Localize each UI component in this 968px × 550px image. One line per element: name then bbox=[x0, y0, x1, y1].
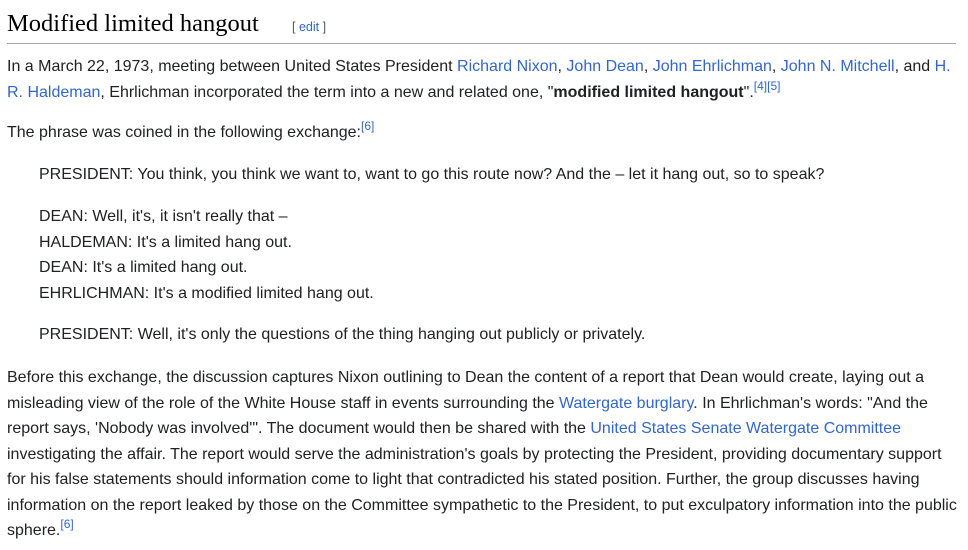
reference bbox=[754, 79, 781, 93]
text: , bbox=[771, 58, 781, 75]
intro-paragraph bbox=[7, 54, 957, 105]
quote-line: HALDEMAN: It's a limited hang out. bbox=[39, 233, 292, 251]
edit-section-link[interactable]: edit bbox=[298, 20, 320, 34]
link-senate-watergate-committee[interactable]: United States Senate Watergate Committee bbox=[590, 420, 902, 437]
edit-bracket-close: ] bbox=[319, 20, 327, 34]
text: ". bbox=[743, 83, 754, 101]
bold-term: modified limited hangout bbox=[553, 83, 744, 101]
link-john-ehrlichman[interactable]: John Ehrlichman bbox=[652, 58, 772, 75]
link-john-n-mitchell[interactable]: John N. Mitchell bbox=[780, 58, 895, 75]
edit-bracket-open: [ bbox=[292, 20, 299, 34]
text: investigating the affair. The report would serve the administration's goals by protecting the President, providing documentary support for his false statements should information come to light that contradicted his stated position. Further, the group discusses having information on the report leaked by those on the Committee sympathetic to the President, to put exculpatory information into the public sphere. bbox=[7, 445, 957, 539]
blockquote bbox=[39, 204, 939, 306]
reference-link-4[interactable]: [4] bbox=[753, 78, 768, 93]
reference bbox=[361, 119, 374, 133]
context-paragraph bbox=[7, 365, 957, 544]
reference bbox=[60, 517, 73, 531]
blockquote bbox=[39, 162, 939, 188]
link-text: R. Haldeman bbox=[7, 83, 101, 101]
reference-link-5[interactable]: [5] bbox=[767, 78, 781, 93]
link-richard-nixon[interactable]: Richard Nixon bbox=[457, 58, 558, 75]
section-heading-row bbox=[7, 6, 956, 44]
reference-link-6[interactable]: [6] bbox=[361, 119, 375, 133]
section-heading: Modified limited hangout bbox=[7, 10, 259, 37]
quote-line: DEAN: Well, it's, it isn't really that – bbox=[39, 208, 288, 225]
edit-section-link-wrapper bbox=[292, 20, 326, 34]
exchange-intro-paragraph bbox=[7, 120, 957, 146]
quote-line: PRESIDENT: You think, you think we want to, want to go this route now? And the – let it hang out, so to speak? bbox=[39, 166, 825, 183]
text: . In Ehrlichman's words: "And the report says, 'Nobody was involved'". The document would then be shared with the bbox=[7, 394, 928, 437]
text: , bbox=[643, 58, 653, 75]
text: , and bbox=[894, 58, 935, 75]
link-text: H. bbox=[934, 58, 951, 75]
quote-line: DEAN: It's a limited hang out. bbox=[39, 259, 248, 276]
text: , Ehrlichman incorporated the term into a new and related one, " bbox=[100, 83, 554, 101]
text: , bbox=[557, 58, 567, 75]
quote-line: EHRLICHMAN: It's a modified limited hang out. bbox=[39, 284, 374, 302]
text: Before this exchange, the discussion captures Nixon outlining to Dean the content of a report that Dean would create, laying out a misleading view of the role of the White House staff in events surrounding the bbox=[7, 369, 925, 412]
link-john-dean[interactable]: John Dean bbox=[566, 58, 644, 75]
text: In a March 22, 1973, meeting between United States President bbox=[7, 58, 458, 75]
text: The phrase was coined in the following exchange: bbox=[7, 124, 361, 141]
blockquote bbox=[39, 322, 939, 348]
quote-line: PRESIDENT: Well, it's only the questions of the thing hanging out publicly or privately. bbox=[39, 326, 646, 343]
link-watergate-burglary[interactable]: Watergate burglary bbox=[559, 394, 694, 412]
reference-link-6[interactable]: [6] bbox=[60, 517, 74, 531]
